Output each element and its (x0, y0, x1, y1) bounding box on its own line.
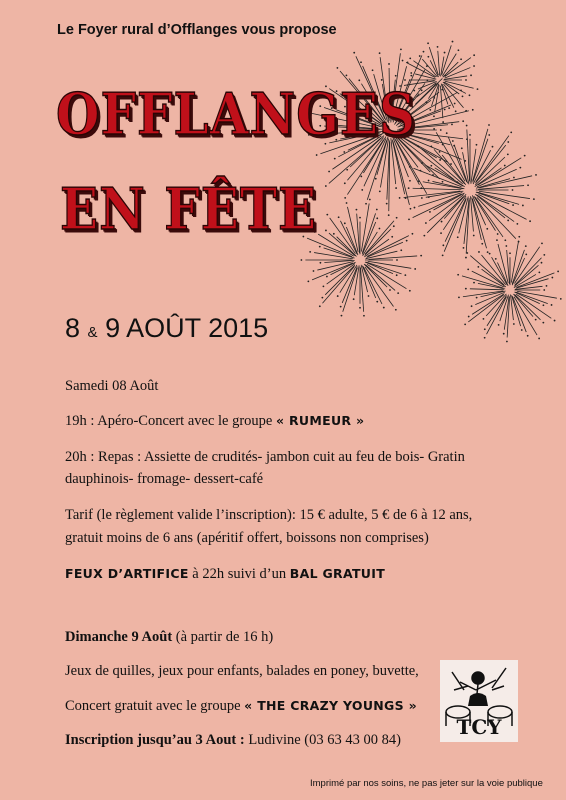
inscription-label: Inscription jusqu’au 3 Aout : (65, 732, 245, 748)
date-day1: 8 (65, 313, 81, 343)
sunday-games: Jeux de quilles, jeux pour enfants, balades en poney, buvette, (65, 663, 419, 679)
tarif-line-1: Tarif (le règlement valide l’inscription): 15 € adulte, 5 € de 6 à 12 ans, (65, 507, 473, 523)
sunday-concert-prefix: Concert gratuit avec le groupe (65, 698, 245, 714)
fireworks-label: FEUX D’ARTIFICE (65, 566, 189, 581)
band-logo-drummer-icon (440, 660, 518, 742)
saturday-heading: Samedi 08 Août (65, 378, 159, 394)
band-logo (440, 660, 518, 742)
date-amp: & (87, 324, 98, 341)
saturday-concert-prefix: 19h : Apéro-Concert avec le groupe (65, 413, 276, 429)
inscription-contact: Ludivine (03 63 43 00 84) (244, 732, 401, 748)
saturday-concert (65, 413, 364, 430)
inscription-line (65, 732, 401, 749)
logo-text: TCY (456, 715, 502, 739)
footer-note: Imprimé par nos soins, ne pas jeter sur la voie publique (310, 778, 543, 789)
meal-line-1: 20h : Repas : Assiette de crudités- jambon cuit au feu de bois- Gratin (65, 449, 465, 465)
band-crazy-youngs: « THE CRAZY YOUNGS » (244, 698, 417, 713)
tarif-line-2: gratuit moins de 6 ans (apéritif offert, boissons non comprises) (65, 530, 429, 546)
fireworks-mid: à 22h suivi d’un (188, 566, 290, 582)
intro-text: Le Foyer rural d’Offlanges vous propose (57, 22, 337, 38)
sunday-heading (65, 629, 273, 646)
date-rest: 9 AOÛT 2015 (105, 313, 269, 343)
event-date (65, 313, 268, 344)
bal-label: BAL GRATUIT (289, 566, 386, 581)
title-line-2: EN FÊTE (60, 175, 318, 243)
sunday-concert (65, 698, 417, 715)
meal-line-2: dauphinois- fromage- dessert-café (65, 471, 264, 487)
fireworks-line (65, 566, 385, 583)
sunday-heading-note: (à partir de 16 h) (172, 629, 274, 645)
band-rumeur: « RUMEUR » (275, 413, 365, 428)
title-line-1: OFFLANGES (56, 80, 417, 148)
sunday-heading-day: Dimanche 9 Août (65, 629, 173, 645)
